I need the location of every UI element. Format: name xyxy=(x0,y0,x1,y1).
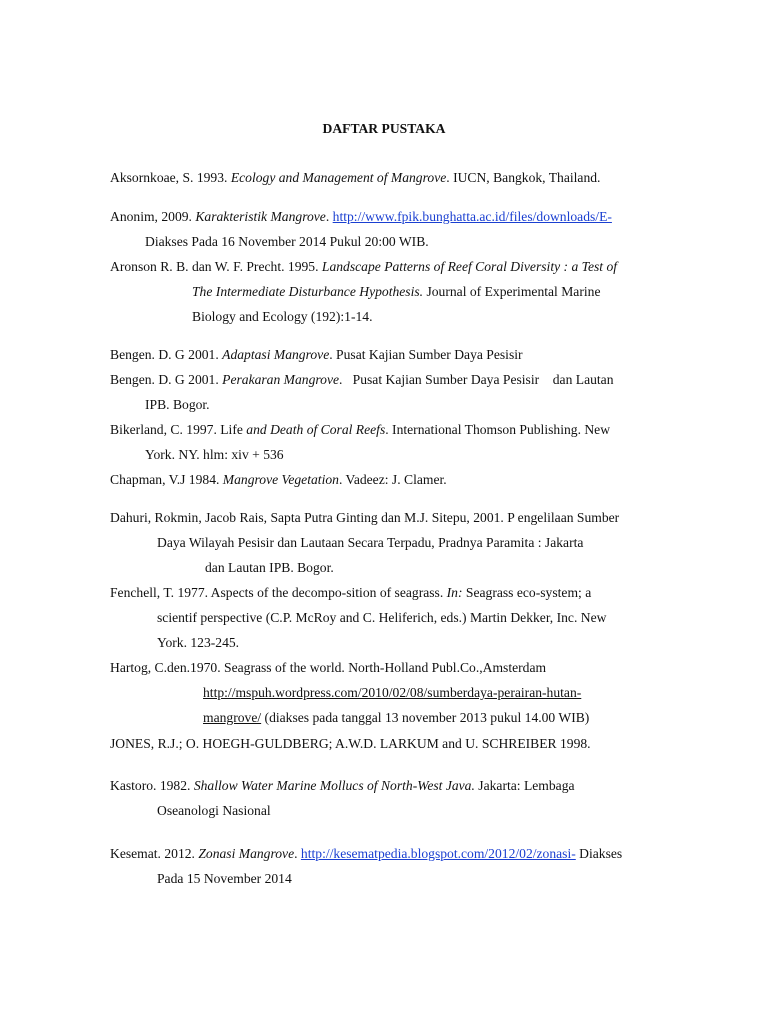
reference-bengen-2-cont xyxy=(145,392,696,417)
reference-chapman xyxy=(110,467,696,492)
page-title: DAFTAR PUSTAKA xyxy=(322,121,446,136)
reference-kesemat-cont xyxy=(157,866,696,891)
reference-kesemat xyxy=(110,841,696,866)
reference-dahuri xyxy=(110,505,696,530)
ref-title: Karakteristik Mangrove xyxy=(195,209,326,224)
ref-text: Aronson R. B. dan W. F. Precht. 1995. xyxy=(110,259,322,274)
ref-text: Aksornkoae, S. 1993. xyxy=(110,170,231,185)
reference-hartog-cont2 xyxy=(203,705,696,730)
ref-text: Biology and Ecology (192):1-14. xyxy=(192,309,373,324)
reference-hartog xyxy=(110,655,696,680)
ref-title: Ecology and Management of Mangrove xyxy=(230,170,447,185)
ref-title: Perakaran Mangrove xyxy=(222,372,340,387)
ref-title: Shallow Water Marine Mollucs of North-West Java. xyxy=(193,778,475,793)
ref-title: Mangrove Vegetation xyxy=(222,472,339,487)
reference-kastoro-cont xyxy=(157,798,696,823)
reference-bikerland xyxy=(110,417,696,442)
reference-dahuri-cont2 xyxy=(205,555,696,580)
ref-text: Fenchell, T. 1977. Aspects of the decompo-sition of seagrass. xyxy=(110,585,447,600)
ref-text: Daya Wilayah Pesisir dan Lautaan Secara Terpadu, Pradnya Paramita : Jakarta xyxy=(157,535,584,550)
ref-link[interactable]: http://kesematpedia.blogspot.com/2012/02/zonasi- xyxy=(300,846,576,861)
ref-title: Landscape Patterns of Reef Coral Diversity : a Test of xyxy=(321,259,618,274)
reference-anonim xyxy=(110,204,696,229)
ref-link[interactable]: mangrove/ xyxy=(203,710,262,725)
ref-text: JONES, R.J.; O. HOEGH-GULDBERG; A.W.D. LARKUM and U. SCHREIBER 1998. xyxy=(110,736,591,751)
reference-bikerland-cont xyxy=(145,442,696,467)
reference-aksornkoae xyxy=(110,165,696,190)
reference-aronson-cont2 xyxy=(192,304,696,329)
ref-text: Bikerland, C. 1997. Life xyxy=(110,422,247,437)
reference-fenchell-cont2 xyxy=(157,630,696,655)
ref-text: York. 123-245. xyxy=(157,635,240,650)
reference-jones xyxy=(110,731,696,756)
ref-text: Hartog, C.den.1970. Seagrass of the world. North-Holland Publ.Co.,Amsterdam xyxy=(110,660,547,675)
reference-aronson xyxy=(110,254,696,279)
ref-text: York. NY. hlm: xiv + 536 xyxy=(145,447,284,462)
ref-text: . Pusat Kajian Sumber Daya Pesisir xyxy=(329,347,523,362)
ref-text: (diakses pada tanggal 13 november 2013 pukul 14.00 WIB) xyxy=(261,710,590,725)
ref-text: . Pusat Kajian Sumber Daya Pesisir dan Lautan xyxy=(339,372,614,387)
ref-text: Kesemat. 2012. xyxy=(110,846,199,861)
ref-title: In: xyxy=(446,585,463,600)
ref-text: Pada 15 November 2014 xyxy=(157,871,292,886)
ref-text: . IUCN, Bangkok, Thailand. xyxy=(446,170,601,185)
ref-text: . xyxy=(294,846,301,861)
ref-link[interactable]: http://mspuh.wordpress.com/2010/02/08/sumberdaya-perairan-hutan- xyxy=(203,685,582,700)
ref-text: . Vadeez: J. Clamer. xyxy=(338,472,447,487)
ref-text: Bengen. D. G 2001. xyxy=(110,372,223,387)
reference-aronson-cont xyxy=(192,279,696,304)
ref-title: Adaptasi Mangrove xyxy=(222,347,330,362)
ref-text: . xyxy=(325,209,333,224)
ref-text: Jakarta: Lembaga xyxy=(474,778,575,793)
reference-bengen-1 xyxy=(110,342,696,367)
ref-text: . International Thomson Publishing. New xyxy=(385,422,611,437)
ref-link[interactable]: http://www.fpik.bunghatta.ac.id/files/downloads/E- xyxy=(332,209,612,224)
ref-text: Seagrass eco-system; a xyxy=(462,585,592,600)
reference-fenchell-cont xyxy=(157,605,696,630)
ref-text: Dahuri, Rokmin, Jacob Rais, Sapta Putra Ginting dan M.J. Sitepu, 2001. P engelilaan Sumber xyxy=(110,510,620,525)
ref-text: Anonim, 2009. xyxy=(110,209,196,224)
ref-text: Bengen. D. G 2001. xyxy=(110,347,223,362)
ref-title: The Intermediate Disturbance Hypothesis. xyxy=(192,284,424,299)
ref-text: IPB. Bogor. xyxy=(145,397,210,412)
ref-text: Journal of Experimental Marine xyxy=(423,284,601,299)
ref-text: Kastoro. 1982. xyxy=(110,778,194,793)
reference-hartog-cont xyxy=(203,680,696,705)
reference-bengen-2 xyxy=(110,367,696,392)
ref-text: Diakses Pada 16 November 2014 Pukul 20:00 WIB. xyxy=(145,234,429,249)
ref-text: Oseanologi Nasional xyxy=(157,803,271,818)
ref-text: scientif perspective (C.P. McRoy and C. Heliferich, eds.) Martin Dekker, Inc. New xyxy=(157,610,607,625)
reference-kastoro xyxy=(110,773,696,798)
ref-title: Zonasi Mangrove xyxy=(198,846,295,861)
ref-title: and Death of Coral Reefs xyxy=(246,422,386,437)
reference-anonim-cont xyxy=(145,229,696,254)
ref-text: dan Lautan IPB. Bogor. xyxy=(205,560,334,575)
reference-fenchell xyxy=(110,580,696,605)
reference-dahuri-cont xyxy=(157,530,696,555)
ref-text: Diakses xyxy=(575,846,623,861)
ref-text: Chapman, V.J 1984. xyxy=(110,472,223,487)
